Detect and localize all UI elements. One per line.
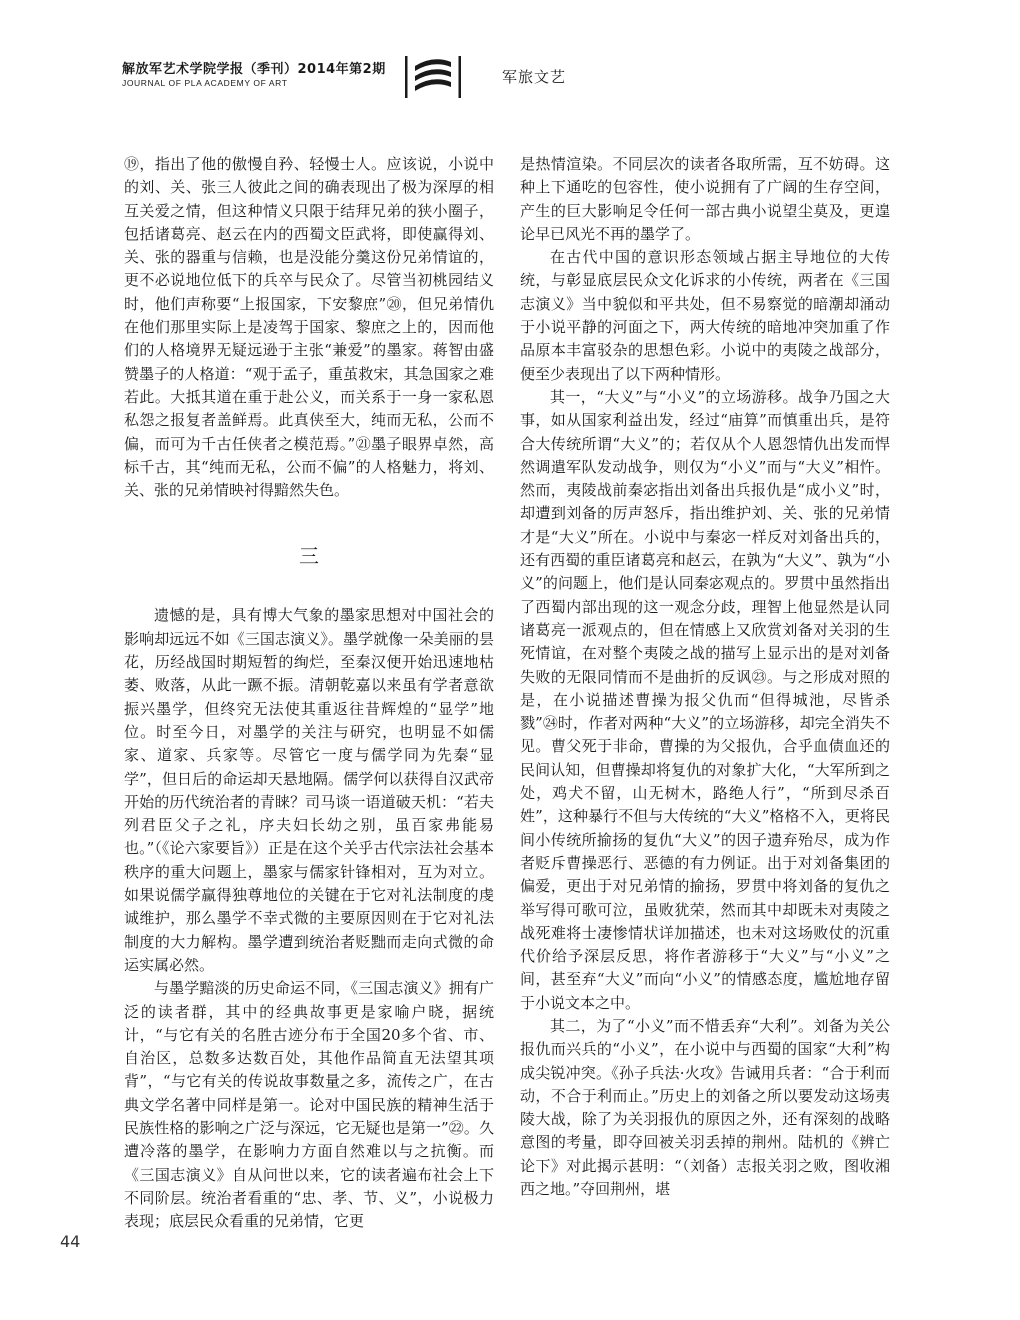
paragraph: 遗憾的是，具有博大气象的墨家思想对中国社会的影响却远远不如《三国志演义》。墨学就像一朵美丽的昙花，历经战国时期短暂的绚烂，至秦汉便开始迅速地枯萎、败落，从此一蹶不振。清朝乾嘉以来虽有学者意欲振兴墨学，但终究无法使其重返往昔辉煌的“显学”地位。时至今日，对墨学的关注与研究，也明显不如儒家、道家、兵家等。尽管它一度与儒学同为先秦“显学”，但日后的命运却天悬地隔。儒学何以获得自汉武帝开始的历代统治者的青睐？司马谈一语道破天机：“若夫列君臣父子之礼，序夫妇长幼之别，虽百家弗能易也。”（《论六家要旨》）正是在这个关乎古代宗法社会基本秩序的重大问题上，墨家与儒家针锋相对，互为对立。如果说儒学赢得独尊地位的关键在于它对礼法制度的虔诚维护，那么墨学不幸式微的主要原因则在于它对礼法制度的大力解构。墨学遭到统治者贬黜而走向式微的命运实属必然。 <box>124 606 494 974</box>
paragraph: 其二，为了“小义”而不惜丢弃“大利”。刘备为关公报仇而兴兵的“小义”，在小说中与西蜀的国家“大利”构成尖锐冲突。《孙子兵法·火攻》告诫用兵者：“合于利而动，不合于利而止。”历史上的刘备之所以要发动这场夷陵大战，除了为关羽报仇的原因之外，还有深刻的战略意图的考量，即夺回被关羽丢掉的荆州。陆机的《辨亡论下》对此揭示甚明：“（刘备）志报关羽之败，图收湘西之地。”夺回荆州，堪 <box>520 1016 890 1199</box>
paragraph: 其一，“大义”与“小义”的立场游移。战争乃国之大事，如从国家利益出发，经过“庙算”而慎重出兵，是符合大传统所谓“大义”的；若仅从个人恩怨情仇出发而悍然调遣军队发动战争，则仅为“小义”而与“大义”相忤。然而，夷陵战前秦宓指出刘备出兵报仇是“成小义”时，却遭到刘备的厉声怒斥，指出维护刘、关、张的兄弟情才是“大义”所在。小说中与秦宓一样反对刘备出兵的，还有西蜀的重臣诸葛亮和赵云，在孰为“大义”、孰为“小义”的问题上，他们是认同秦宓观点的。罗贯中虽然指出了西蜀内部出现的这一观念分歧，理智上他显然是认同诸葛亮一派观点的，但在情感上又欣赏刘备对关羽的生死情谊，在对整个夷陵之战的描写上显示出的是对刘备失败的无限同情而不是曲折的反讽㉓。与之形成对照的是，在小说描述曹操为报父仇而“但得城池，尽皆杀戮”㉔时，作者对两种“大义”的立场游移，却完全消失不见。曹父死于非命，曹操的为父报仇，合乎血债血还的民间认知，但曹操却将复仇的对象扩大化，“大军所到之处，鸡犬不留，山无树木，路绝人行”，“所到尽杀百姓”，这种暴行不但与大传统的“大义”格格不入，更将民间小传统所揄扬的复仇“大义”的因子遗弃殆尽，成为作者贬斥曹操恶行、恶德的有力例证。出于对刘备集团的偏爱，更出于对兄弟情的揄扬，罗贯中将刘备的复仇之举写得可歌可泣，虽败犹荣，然而其中却既未对夷陵之战死难将士凄惨情状详加描述，也未对这场败仗的沉重代价给予深层反思，将作者游移于“大义”与“小义”之间，甚至弃“大义”而向“小义”的情感态度，尴尬地存留于小说文本之中。 <box>520 387 890 1012</box>
paragraph: 在古代中国的意识形态领域占据主导地位的大传统，与彰显底层民众文化诉求的小传统，两者在《三国志演义》当中貌似和平共处，但不易察觉的暗潮却涌动于小说平静的河面之下，两大传统的暗地冲突加重了作品原本丰富驳杂的思想色彩。小说中的夷陵之战部分，便至少表现出了以下两种情形。 <box>520 248 890 383</box>
page-number: 44 <box>60 1232 81 1251</box>
section-number: 三 <box>299 544 319 569</box>
paragraph: 与墨学黯淡的历史命运不同，《三国志演义》拥有广泛的读者群，其中的经典故事更是家喻户晓，据统计，“与它有关的名胜古迹分布于全国20多个省、市、自治区，总数多达数百处，其他作品简直无法望其项背”，“与它有关的传说故事数量之多，流传之广，在古典文学名著中同样是第一。论对中国民族的精神生活于民族性格的影响之广泛与深远，它无疑也是第一”㉒。久遭冷落的墨学，在影响力方面自然难以与之抗衡。而《三国志演义》自从问世以来，它的读者遍布社会上下不同阶层。统治者看重的“忠、孝、节、义”，小说极力表现；底层民众看重的兄弟情，它更 <box>124 979 494 1231</box>
journal-title: 解放军艺术学院学报（季刊）2014年第2期 <box>122 62 386 77</box>
paragraph: 是热情渲染。不同层次的读者各取所需，互不妨碍。这种上下通吃的包容性，使小说拥有了广阔的生存空间，产生的巨大影响足令任何一部古典小说望尘莫及，更遑论早已风光不再的墨学了。 <box>520 155 890 243</box>
section-label: 军旅文艺 <box>502 68 567 86</box>
journal-logo-icon <box>403 52 463 102</box>
right-column <box>520 153 890 1243</box>
paragraph: ⑲，指出了他的傲慢自矜、轻慢士人。应该说，小说中的刘、关、张三人彼此之间的确表现出了极为深厚的相互关爱之情，但这种情义只限于结拜兄弟的狭小圈子，包括诸葛亮、赵云在内的西蜀文臣武将，即使赢得刘、关、张的器重与信赖，也是没能分羹这份兄弟情谊的，更不必说地位低下的兵卒与民众了。尽管当初桃园结义时，他们声称要“上报国家，下安黎庶”⑳，但兄弟情仇在他们那里实际上是凌驾于国家、黎庶之上的，因而他们的人格境界无疑远逊于主张“兼爱”的墨家。蒋智由盛赞墨子的人格道：“观于孟子，重茧救宋，其急国家之难若此。大抵其道在重于赴公义，而关系于一身一家私恩私怨之报复者盖鲜焉。此真侠至大，纯而无私，公而不偏，而可为千古任侠者之模范焉。”㉑墨子眼界卓然，高标千古，其“纯而无私，公而不偏”的人格魅力，将刘、关、张的兄弟情映衬得黯然失色。 <box>124 155 494 500</box>
page-header <box>122 58 902 118</box>
left-column <box>124 153 494 1243</box>
journal-title-english: JOURNAL OF PLA ACADEMY OF ART <box>122 78 288 88</box>
